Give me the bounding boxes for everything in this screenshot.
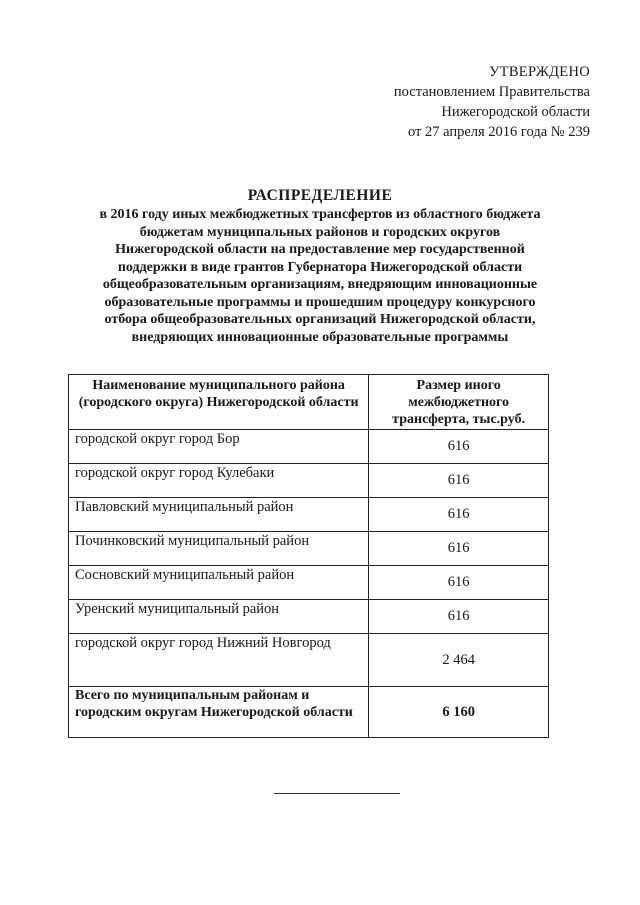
transfer-amount: 616 [369, 566, 549, 600]
subtitle-line: Нижегородской области на предоставление мер государственной [115, 242, 525, 257]
municipality-name: Павловский муниципальный район [69, 498, 369, 532]
municipality-name: городской округ город Кулебаки [69, 464, 369, 498]
subtitle-line: бюджетам муниципальных районов и городских округов [139, 224, 501, 240]
header-municipality: Наименование муниципального района (городского округа) Нижегородской области [69, 375, 369, 430]
transfer-amount: 2 464 [369, 634, 549, 687]
approval-line-2: Нижегородской области [441, 104, 590, 120]
subtitle-line: образовательные программы и прошедшим процедуру конкурсного [104, 294, 536, 310]
document-heading: РАСПРЕДЕЛЕНИЕ [247, 187, 393, 204]
table-header-row [69, 375, 549, 430]
municipality-name: Сосновский муниципальный район [69, 566, 369, 600]
transfer-amount: 616 [369, 430, 549, 464]
transfers-table [68, 374, 549, 738]
total-label: Всего по муниципальным районам и городским округам Нижегородской области [69, 687, 369, 738]
subtitle-line: поддержки в виде грантов Губернатора Нижегородской области [117, 259, 523, 275]
table-row [69, 430, 549, 464]
table-total-row [69, 687, 549, 738]
municipality-name: городской округ город Бор [69, 430, 369, 464]
municipality-name: Уренский муниципальный район [69, 600, 369, 634]
table-row [69, 532, 549, 566]
transfer-amount: 616 [369, 532, 549, 566]
header-transfer-amount: Размер иного межбюджетного трансферта, тыс.руб. [369, 375, 549, 430]
approval-line-1: постановлением Правительства [393, 84, 590, 100]
table-row [69, 600, 549, 634]
transfer-amount: 616 [369, 464, 549, 498]
approval-line-3: от 27 апреля 2016 года № 239 [407, 124, 590, 140]
table-row [69, 634, 549, 687]
transfer-amount: 616 [369, 498, 549, 532]
table-row [69, 498, 549, 532]
subtitle-line: отбора общеобразовательных организаций Нижегородской области, [104, 312, 536, 327]
approval-block [330, 62, 590, 142]
closing-line [274, 793, 400, 794]
municipality-name: городской округ город Нижний Новгород [69, 634, 369, 687]
subtitle-line: общеобразовательным организациям, внедряющим инновационные [102, 277, 538, 292]
document-title [40, 186, 600, 346]
approval-title: УТВЕРЖДЕНО [489, 64, 590, 80]
document-subtitle [40, 206, 600, 346]
subtitle-line: внедряющих инновационные образовательные программы [131, 329, 509, 345]
subtitle-line: в 2016 году иных межбюджетных трансфертов из областного бюджета [99, 207, 541, 222]
transfer-amount: 616 [369, 600, 549, 634]
total-amount: 6 160 [369, 687, 549, 738]
table-row [69, 566, 549, 600]
table-row [69, 464, 549, 498]
municipality-name: Починковский муниципальный район [69, 532, 369, 566]
